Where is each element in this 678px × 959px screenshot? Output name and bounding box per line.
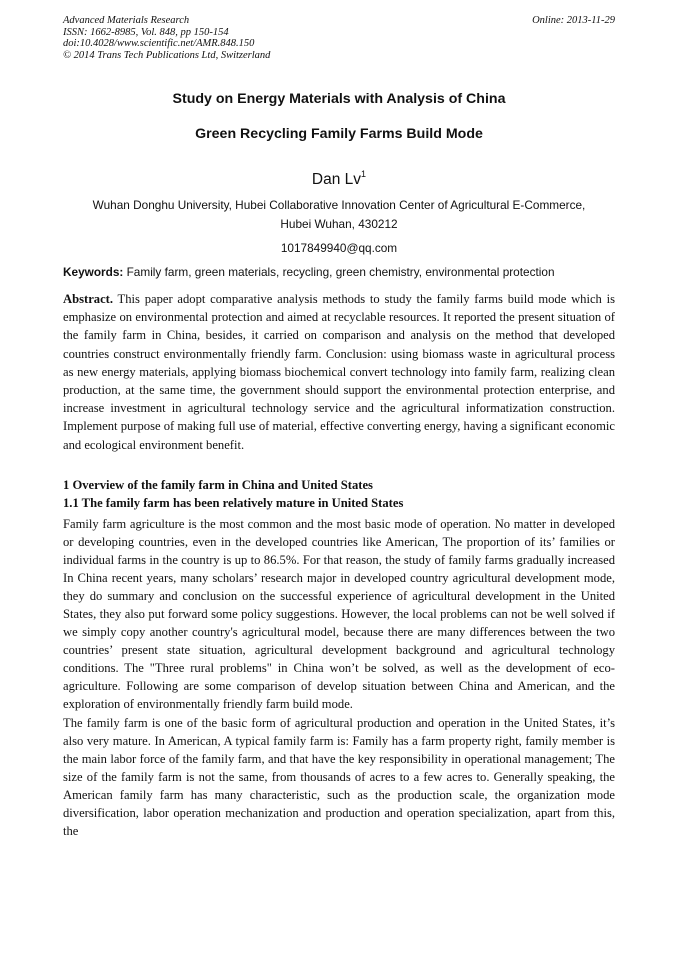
affiliation: [63, 196, 615, 234]
keywords: [63, 265, 615, 279]
keywords-text: Family farm, green materials, recycling, green chemistry, environmental protection: [126, 265, 555, 279]
keywords-label: Keywords:: [63, 265, 124, 279]
body-paragraph-2: The family farm is one of the basic form of agricultural production and operation in the United States, it’s also very mature. In American, A typical family farm is: Family has a farm property right, family member is the main labor force of the family farm, and that have the key responsibility in operational management; The size of the family farm is not the same, from thousands of acres to a few acres to. Generally speaking, the American family farm has many characteristic, such as the production scale, the organization mode diversification, labor operation mechanization and production and operation specialization, apart from this, the: [63, 715, 615, 838]
paper-title-line-2: Green Recycling Family Farms Build Mode: [195, 126, 483, 142]
abstract: [63, 290, 615, 454]
copyright-line: © 2014 Trans Tech Publications Ltd, Switzerland: [63, 49, 271, 61]
author-text: Dan Lv: [311, 171, 362, 189]
body-paragraph-1: Family farm agriculture is the most common and the most basic mode of operation. No matter in developed or developing countries, even in the developed countries like American, The proportion of its’ families or individual farms in the country is up to 86.5%. For that reason, the study of family farms gradually increased In China recent years, many scholars’ research major in developed country agricultural development mode, they do summary and conclusion on the successful experience of agricultural development in the United States, they also put forward some policy suggestions. However, the local problems can not be well solved if we simply copy another country's agricultural model, because there are many differences between the two countries’ present state situation, agricultural development background and agricultural technology conditions. The "Three rural problems" in China won’t be solved, as well as the development of eco-agriculture. Following are some comparison of develop situation between China and American, and the exploration of environmentally friendly farm build mode.: [63, 517, 615, 712]
section-heading-1: 1 Overview of the family farm in China and United States: [63, 478, 373, 492]
paper-title-line-1: Study on Energy Materials with Analysis of China: [172, 91, 506, 107]
author-email: 1017849940@qq.com: [280, 241, 398, 255]
abstract-label: Abstract.: [63, 292, 114, 306]
abstract-text: This paper adopt comparative analysis methods to study the family farms build mode which is emphasize on environmental protection and aimed at recyclable resources. It reported the present situation of the family farm in China, besides, it carried on comparison and analysis on the method that developed countries construct environmentally friendly farm. Conclusion: using biomass waste in agricultural process as new energy materials, applying biomass biochemical convert technology into family farm, realizing clean production, at the same time, the government should support the environmental protection enterprise, and increase investment in agricultural technology service and the agricultural informatization construction. Implement purpose of making full use of material, effective converting energy, having a significant economic and ecological environment benefit.: [63, 292, 615, 452]
journal-name: Advanced Materials Research: [63, 15, 190, 26]
author-affiliation-marker: 1: [361, 169, 367, 179]
author-name: [63, 170, 615, 189]
online-date: Online: 2013-11-29: [532, 15, 615, 26]
affiliation-line-2: Hubei Wuhan, 430212: [280, 217, 398, 231]
affiliation-line-1: Wuhan Donghu University, Hubei Collaborative Innovation Center of Agricultural E-Commerce,: [92, 198, 586, 212]
body-text: [63, 515, 615, 840]
issn-line: ISSN: 1662-8985, Vol. 848, pp 150-154: [63, 26, 229, 38]
journal-header: [63, 15, 270, 61]
doi-line: doi:10.4028/www.scientific.net/AMR.848.150: [63, 38, 255, 49]
section-heading-1-1: 1.1 The family farm has been relatively mature in United States: [63, 496, 404, 510]
